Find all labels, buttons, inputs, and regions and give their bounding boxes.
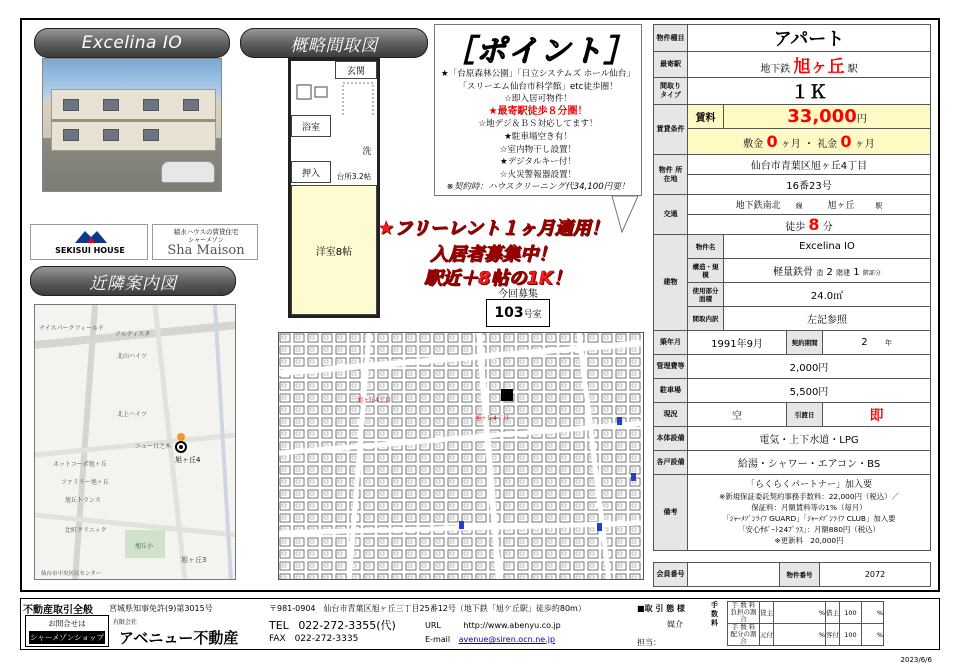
structure-suffix: 造 — [816, 269, 824, 277]
point-line: ☆即入居可物件！ — [504, 94, 572, 105]
remarks-line: 「安心ｻﾎﾟｰﾄ24ﾌﾟﾗｽ」：月額880円（税込） — [738, 524, 880, 534]
remarks-label: 備考 — [654, 475, 688, 551]
recruit-label: 今回募集 — [498, 289, 538, 300]
rent-label: 賃料 — [688, 105, 724, 129]
fee-split-label: 手 数 料 配分の割合 — [728, 624, 760, 646]
borrower-pct: 100 — [840, 602, 862, 624]
contact-box-line2: シャーメゾンショップ — [30, 633, 104, 642]
point-line-highlight: ★最寄駅徒歩８分圏！ — [488, 105, 588, 117]
fee-burden-label: 手 数 料 負担の割合 — [728, 602, 760, 624]
promo-free-rent: ★フリーレント１ヶ月適用！ — [378, 218, 609, 239]
plan-kitchen: 台所3.2帖 — [336, 171, 372, 181]
structure-value: 軽量鉄骨 — [773, 267, 814, 278]
walk-label: 徒歩 — [785, 222, 806, 233]
structure-value-cell — [724, 259, 931, 283]
station-line: 地下鉄 — [760, 64, 791, 75]
property-info-table — [653, 24, 931, 551]
map-label: 北上ハイツ — [117, 411, 148, 418]
address-line2: 16番23号 — [688, 175, 931, 195]
floor-plan — [288, 58, 380, 318]
traffic-line-cell — [688, 195, 931, 215]
term-unit: 年 — [884, 339, 892, 347]
plan-breakdown-label: 間取内訳 — [688, 307, 724, 331]
promo-near-station: 駅近＋8帖の1K！ — [424, 268, 571, 289]
plan-entrance: 玄関 — [335, 61, 377, 79]
handover-value: 即 — [823, 403, 931, 427]
map-label: 旭丘小 — [135, 543, 154, 550]
document-date: 2023/6/6 — [900, 656, 932, 664]
plan-bath: 浴室 — [291, 115, 331, 137]
deposit-value: 0 — [766, 132, 778, 151]
trade-label: ■取 引 態 様 — [637, 604, 685, 613]
point-line: ☆火災警報器設置！ — [499, 169, 577, 180]
floor-suffix: 階部分 — [862, 270, 881, 277]
pct-label: % — [862, 602, 884, 624]
email-row — [425, 635, 555, 644]
trade-value: 媒介 — [667, 620, 683, 629]
contact-box — [25, 615, 109, 647]
fee-label: 手数料 — [711, 601, 718, 627]
license-label: 不動産取引全般 — [23, 605, 93, 616]
floors-label: 階建 — [836, 269, 851, 277]
map-label: 旭ヶ丘4丁目 — [475, 415, 509, 422]
point-line-note: ※契約時：ハウスクリーニング代34,100円要！ — [446, 182, 630, 193]
point-line: ★「台原森林公園」「日立システムズ ホール仙台」 — [440, 69, 636, 79]
footer — [20, 598, 940, 650]
lender-label: 貸主 — [760, 602, 774, 624]
remarks-value — [688, 475, 931, 551]
address-label: 物件 所在地 — [654, 155, 688, 195]
built-value: 1991年9月 — [688, 331, 787, 355]
tel-label: TEL — [269, 619, 289, 632]
recruit-room-number: 103 — [494, 305, 524, 321]
map-label: ファミリー旭ヶ丘 — [61, 479, 109, 486]
separator-dot: ・ — [804, 139, 814, 150]
member-number-value — [688, 563, 780, 587]
remarks-line: 「ｼｬｰﾒｿﾞﾝﾗｲﾌ GUARD」「ｼｬｰﾒｿﾞﾝﾗｲﾌ CLUB」加入要 — [722, 513, 896, 523]
area-label: 使用部分 面積 — [688, 283, 724, 307]
client-pct: 100 — [840, 624, 862, 646]
property-number-value: 2072 — [820, 563, 931, 587]
handover-label: 引渡日 — [787, 403, 823, 427]
detail-map[interactable] — [278, 332, 644, 580]
structure-label: 構造・規模 — [688, 259, 724, 283]
url-label: URL — [425, 621, 441, 630]
fee-table — [727, 601, 884, 646]
building-name-value: Excelina IO — [724, 235, 931, 259]
facility-value: 電気・上下水道・LPG — [688, 427, 931, 451]
walk-unit: 分 — [822, 222, 833, 233]
sekisui-mark-icon — [73, 228, 109, 244]
point-line: ☆室内物干し設置！ — [499, 144, 577, 155]
deposit-unit: ヶ月 — [780, 139, 801, 150]
points-title: ［ポイント］ — [444, 34, 636, 69]
recruit-room — [486, 299, 550, 327]
email-label: E-mail — [425, 635, 451, 644]
map-label: 旭丘トランス — [65, 497, 101, 504]
parking-value: 5,500円 — [688, 379, 931, 403]
term-label: 契約期間 — [787, 331, 823, 355]
map-label: アルティスタ — [115, 331, 151, 338]
building-photo — [42, 58, 222, 192]
plan-room: 洋室8帖 — [291, 185, 377, 315]
property-number-label: 物件番号 — [780, 563, 820, 587]
walk-cell — [688, 215, 931, 235]
building-name-label: 物件名 — [688, 235, 724, 259]
pct-label: % — [774, 624, 826, 646]
sekisui-text: SEKISUI HOUSE — [55, 246, 125, 255]
station-suffix: 駅 — [847, 64, 858, 75]
remarks-line: ※更新料 20,000円 — [774, 535, 844, 545]
member-table — [653, 562, 931, 587]
type-value: アパート — [688, 25, 931, 52]
license-value: 宮城県知事免許(9)第3015号 — [109, 604, 213, 613]
point-line: ☆地デジ＆ＢＳ対応してます！ — [478, 119, 598, 130]
fax-label: FAX — [269, 634, 286, 644]
point-line: ★デジタルキー付！ — [500, 157, 576, 168]
shamaison-wordmark: Sha Maison — [167, 243, 245, 258]
status-label: 現況 — [654, 403, 688, 427]
key-money-label: 礼金 — [817, 139, 838, 150]
term-value: 2 — [861, 337, 868, 348]
map-label: ナイスパークフィールド — [39, 325, 104, 332]
unit-facility-value: 給湯・シャワー・エアコン・BS — [688, 451, 931, 475]
floor-value: 1 — [853, 267, 860, 278]
neighborhood-map[interactable] — [34, 304, 236, 580]
plan-fixtures-icon — [291, 61, 377, 117]
email-link[interactable]: avenue@siren.ocn.ne.jp — [458, 635, 556, 644]
rent-value: 33,000 — [787, 106, 857, 127]
map-label: 仙台市中央区民センター — [41, 571, 102, 577]
key-money-unit: ヶ月 — [854, 139, 875, 150]
key-money-value: 0 — [840, 132, 852, 151]
traffic-station: 旭ヶ丘 — [827, 201, 855, 211]
map-label: 北山ハイツ — [117, 353, 148, 360]
traffic-line: 地下鉄南北 — [735, 201, 781, 211]
contact-box-line1: お問合せは — [48, 619, 86, 628]
map-label: 辻町クリニック — [65, 527, 107, 534]
borrower-label: 借主 — [826, 602, 840, 624]
parking-label: 駐車場 — [654, 379, 688, 403]
map-label: ニュー日之本 — [135, 443, 172, 450]
points-list — [436, 68, 640, 194]
plan-closet: 押入 — [291, 161, 331, 183]
origin-label: 元付 — [760, 624, 774, 646]
rent-value-cell — [724, 105, 931, 129]
management-fee-label: 管理費等 — [654, 355, 688, 379]
detail-map-blocks-icon — [279, 333, 644, 580]
tel-row — [269, 617, 396, 633]
charge-label: 担当： — [637, 638, 661, 647]
walk-value: 8 — [808, 215, 820, 234]
traffic-label: 交通 — [654, 195, 688, 235]
pct-label: % — [774, 602, 826, 624]
neighborhood-pill: 近隣案内図 — [30, 266, 236, 296]
built-label: 築年月 — [654, 331, 688, 355]
station-name: 旭ヶ丘 — [793, 57, 845, 77]
recruit-room-suffix: 号室 — [523, 310, 542, 320]
address-line1: 仙台市青葉区旭ヶ丘4丁目 — [688, 155, 931, 175]
tel-value[interactable]: 022-272-3355(代) — [298, 619, 396, 632]
traffic-line-suffix: 線 — [795, 202, 803, 210]
facility-label: 本体設備 — [654, 427, 688, 451]
company-prefix: 有限会社 — [113, 619, 138, 626]
pct-label: % — [862, 624, 884, 646]
building-label: 建物 — [654, 235, 688, 331]
shamaison-sub: シャーメゾン — [188, 237, 224, 244]
sekisui-logo — [30, 224, 148, 260]
point-line: ★駐車場空き有！ — [504, 131, 572, 142]
fax-row — [269, 634, 358, 644]
deposit-cell — [688, 129, 931, 155]
type-label: 物件種目 — [654, 25, 688, 52]
layout-value: １Ｋ — [688, 78, 931, 105]
traffic-station-suffix: 駅 — [875, 202, 883, 210]
station-label: 最寄駅 — [654, 52, 688, 78]
plan-breakdown-value: 左記参照 — [724, 307, 931, 331]
url-link[interactable]: http://www.abenyu.co.jp — [463, 621, 561, 630]
area-value: 24.0㎡ — [724, 283, 931, 307]
remarks-line: 「らくらくパートナー」加入要 — [745, 479, 872, 490]
shamaison-logo — [152, 224, 258, 260]
layout-label: 間取り タイプ — [654, 78, 688, 105]
point-line: 「スリーエム仙台市科学館」etc徒歩圏！ — [458, 81, 618, 92]
floors-value: 2 — [826, 267, 833, 278]
management-fee-value: 2,000円 — [688, 355, 931, 379]
client-label: 客付 — [826, 624, 840, 646]
map-label: 旭ヶ丘4丁目 — [357, 397, 391, 404]
fax-value: 022-272-3335 — [294, 634, 359, 644]
term-value-cell — [823, 331, 931, 355]
station-value — [688, 52, 931, 78]
deposit-label: 敷金 — [743, 139, 764, 150]
plan-wash: 洗 — [362, 146, 372, 157]
floorplan-pill: 概略間取図 — [240, 28, 428, 58]
remarks-line: ※新規保証委託契約事務手数料：22,000円（税込）／ — [719, 491, 899, 501]
property-name-pill: Excelina IO — [34, 28, 230, 58]
member-number-label: 会員番号 — [654, 563, 688, 587]
map-label: 旭ヶ丘3 — [181, 556, 207, 564]
callout-tail-icon — [610, 196, 650, 236]
company-address: 〒981-0904 仙台市青葉区旭ヶ丘三丁目25番12号（地下鉄「旭ケ丘駅」徒歩約80m） — [269, 604, 586, 613]
map-label: ネットコーポ旭ヶ丘 — [53, 461, 107, 468]
status-value: 空 — [688, 403, 787, 427]
map-label-property: 旭ヶ丘4 — [175, 456, 201, 464]
unit-facility-label: 各戸設備 — [654, 451, 688, 475]
remarks-line: 保証料：月額賃料等の1%（毎月） — [751, 502, 867, 512]
shamaison-tagline: 積水ハウスの賃貸住宅 — [173, 228, 239, 236]
promo-recruiting: 入居者募集中！ — [430, 244, 556, 265]
company-name: アベニュー不動産 — [119, 629, 239, 647]
rent-conditions-label: 賃貸条件 — [654, 105, 688, 155]
url-row — [425, 621, 561, 630]
rent-unit: 円 — [856, 114, 867, 125]
